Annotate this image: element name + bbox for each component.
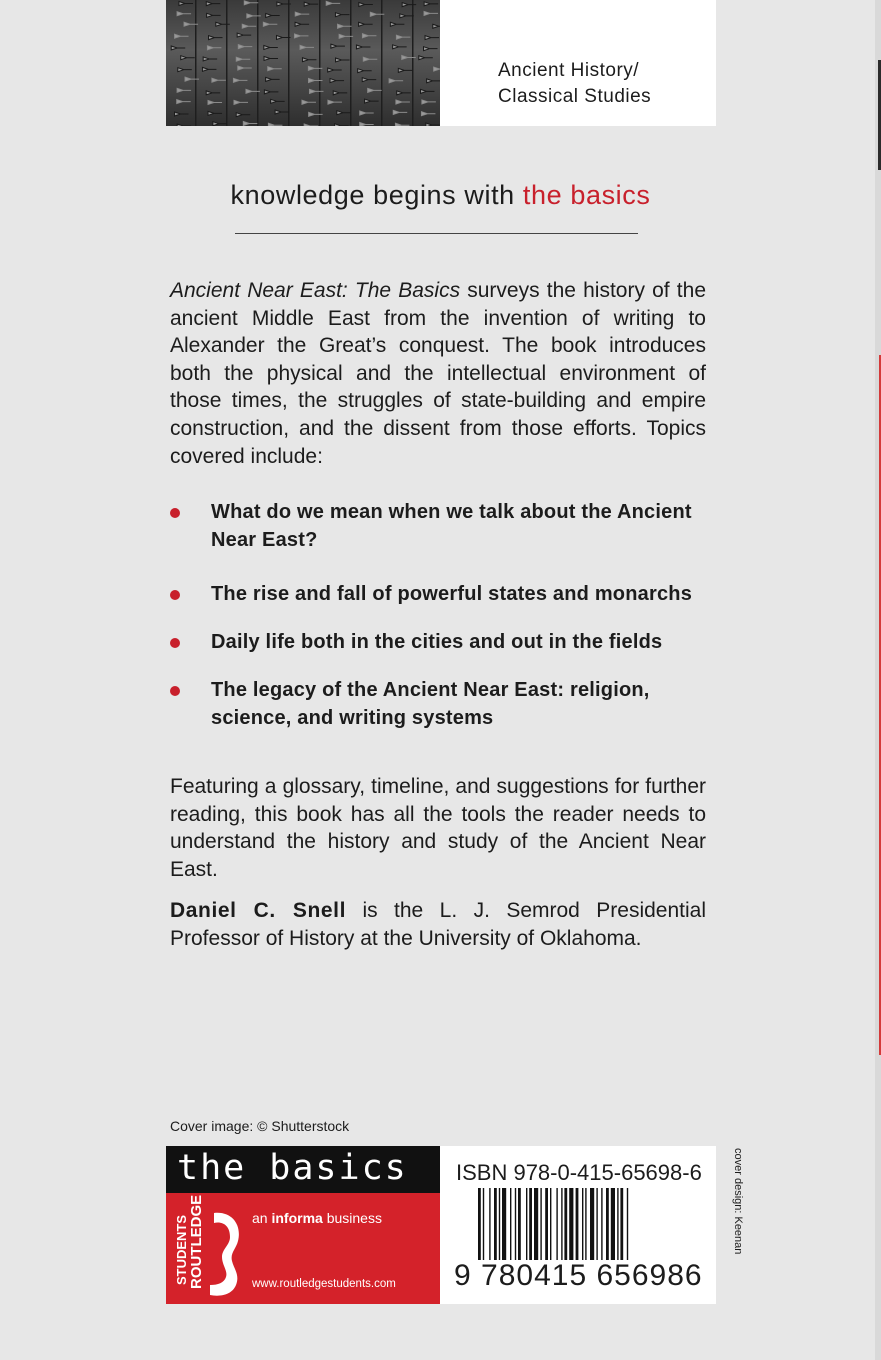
tagline-accent: the basics <box>522 180 651 210</box>
isbn-digits: 9 780415 656986 <box>454 1259 703 1292</box>
book-title: Ancient Near East: The Basics <box>170 279 461 302</box>
barcode-icon <box>478 1188 690 1270</box>
topic-text: Daily life both in the cities and out in the fields <box>211 631 663 653</box>
divider <box>235 233 638 234</box>
cover-design-credit: cover design: Keenan <box>732 1148 744 1255</box>
imprint-label: STUDENTS <box>174 1214 189 1285</box>
tagline-plain: knowledge begins with <box>230 180 523 210</box>
category-box <box>440 0 716 126</box>
informa-prefix: an <box>252 1210 272 1226</box>
category-line-2: Classical Studies <box>498 86 652 107</box>
isbn-label: ISBN 978-0-415-65698-6 <box>456 1160 702 1185</box>
category-line-1: Ancient History/ <box>498 60 640 81</box>
cover-image-credit: Cover image: © Shutterstock <box>170 1118 350 1134</box>
topic-text: What do we mean when we talk about the Ancient Near East? <box>211 501 692 551</box>
topic-text: The legacy of the Ancient Near East: religion, science, and writing systems <box>211 679 650 729</box>
informa-bold: informa <box>271 1210 323 1226</box>
author-name: Daniel C. Snell <box>170 899 347 922</box>
series-title: the basics <box>177 1148 408 1188</box>
publisher-label: ROUTLEDGE <box>188 1194 205 1289</box>
author-bio <box>170 897 706 953</box>
author-bio-text: is the L. J. Semrod Presidential Professor of History at the University of Oklahoma. <box>170 899 706 950</box>
description-text: surveys the history of the ancient Middle East from the invention of writing to Alexander the Great’s conquest. The book introduces both the physical and the intellectual environment of those times, the struggles of state-building and empire construction, and the dissent from those efforts. Topics covered include: <box>170 279 706 468</box>
category-label <box>498 58 651 110</box>
features-paragraph: Featuring a glossary, timeline, and suggestions for further reading, this book has all the tools the reader needs to understand the history and study of the Ancient Near East. <box>170 775 706 881</box>
bullet-icon <box>170 686 180 696</box>
cuneiform-tablet-image <box>166 0 440 126</box>
bullet-icon <box>170 590 180 600</box>
bullet-icon <box>170 508 180 518</box>
informa-suffix: business <box>322 1210 382 1226</box>
description-paragraph <box>170 277 706 470</box>
bullet-icon <box>170 638 180 648</box>
series-tagline <box>0 180 881 211</box>
isbn-box <box>440 1146 716 1304</box>
publisher-block <box>166 1193 440 1304</box>
series-banner <box>166 1146 440 1193</box>
publisher-website: www.routledgestudents.com <box>252 1278 396 1290</box>
informa-tagline <box>252 1210 382 1226</box>
topic-text: The rise and fall of powerful states and monarchs <box>211 583 693 605</box>
